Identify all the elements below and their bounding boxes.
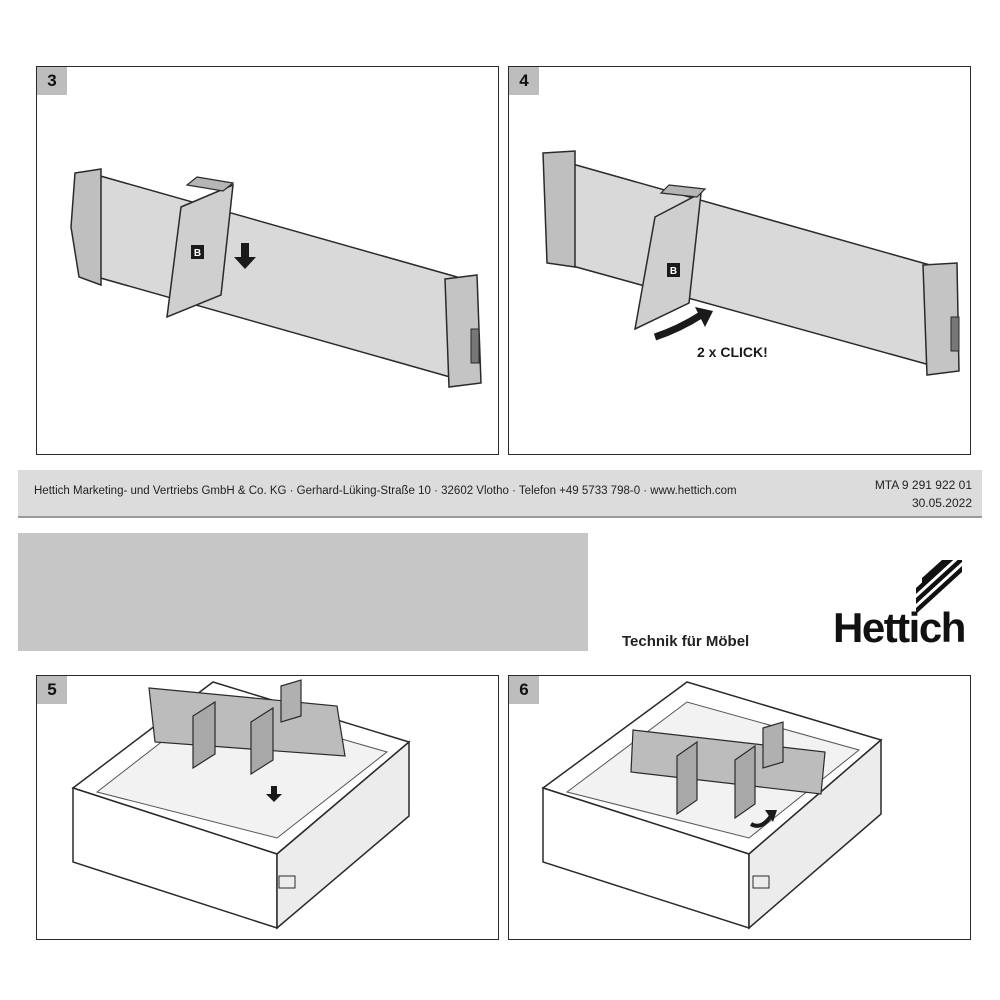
step-number: 3 xyxy=(37,67,67,95)
document-info xyxy=(875,476,972,512)
document-date: 30.05.2022 xyxy=(911,496,972,510)
step-5-panel xyxy=(36,675,499,940)
part-label-b: B xyxy=(669,266,678,277)
part-label-b: B xyxy=(193,248,202,259)
step-3-panel xyxy=(36,66,499,455)
grey-banner-block xyxy=(18,533,588,651)
step-6-panel xyxy=(508,675,971,940)
step-4-panel xyxy=(508,66,971,455)
step-6-illustration xyxy=(509,676,969,938)
click-instruction: 2 x CLICK! xyxy=(697,344,768,360)
document-number: MTA 9 291 922 01 xyxy=(874,478,972,492)
step-number: 4 xyxy=(509,67,539,95)
step-5-illustration xyxy=(37,676,497,938)
step-number: 6 xyxy=(509,676,539,704)
company-address: Hettich Marketing- und Vertriebs GmbH & Co. KG · Gerhard-Lüking-Straße 10 · 32602 Vlotho · Telefon +49 5733 798-0 · www.hettich.com xyxy=(34,485,737,497)
brand-tagline: Technik für Möbel xyxy=(622,633,750,650)
footer-bar xyxy=(18,470,982,518)
step-4-illustration xyxy=(509,67,969,453)
hettich-logo: Hettich xyxy=(833,604,965,651)
step-number: 5 xyxy=(37,676,67,704)
step-3-illustration xyxy=(37,67,497,453)
